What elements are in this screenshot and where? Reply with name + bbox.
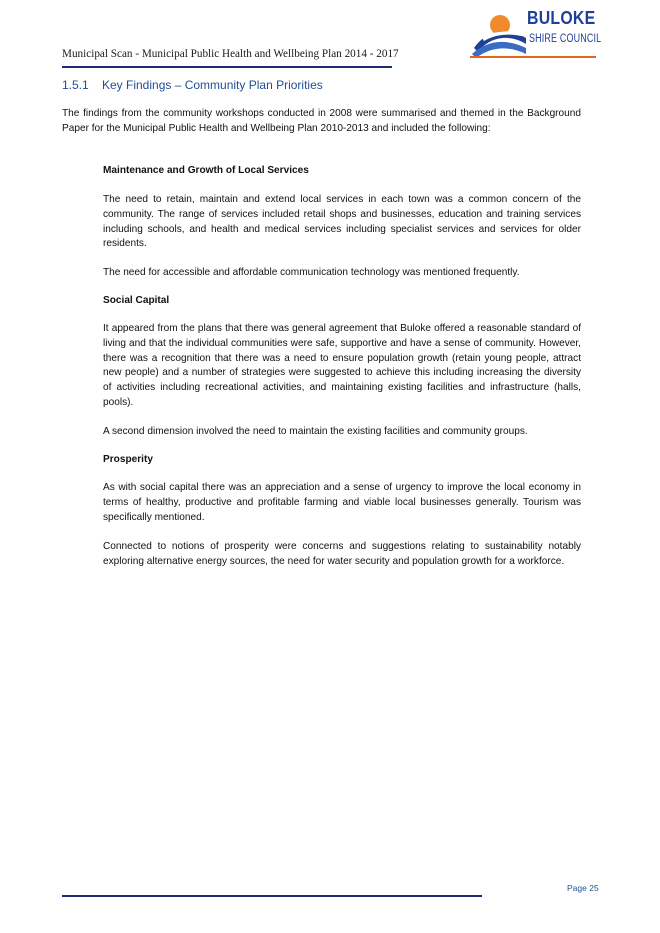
header-rule [62, 66, 392, 68]
subsection-heading-text: Prosperity [103, 454, 153, 465]
paragraph-text: Connected to notions of prosperity were concerns and suggestions relating to sustainability notably exploring alternative energy sources, the need for water security and population growth for a workforce. [103, 541, 581, 567]
subsection-paragraph [103, 481, 581, 525]
section-number: 1.5.1 [62, 78, 89, 92]
header-title: Municipal Scan - Municipal Public Health and Wellbeing Plan 2014 - 2017 [62, 48, 399, 60]
paragraph-text: It appeared from the plans that there was general agreement that Buloke offered a reasonable standard of living and that the individual communities were safe, supportive and have a sense of community. However, there was a recognition that there was a need to ensure population growth (retain young people, attract new people) and a number of strategies were suggested to achieve this including increasing the diversity of activities including recreational activities, and maintaining existing facilities and infrastructure (halls, pools). [103, 323, 581, 408]
page-number: Page 25 [567, 883, 599, 893]
intro-block [62, 107, 581, 137]
section-title: Key Findings – Community Plan Priorities [102, 78, 323, 92]
subsection-heading [103, 453, 581, 468]
paragraph-text: The need to retain, maintain and extend local services in each town was a common concern of the community. The range of services included retail shops and businesses, education and training services including schools, and health and medical services including specialist services and services for older residents. [103, 194, 581, 250]
intro-paragraph: The findings from the community workshops conducted in 2008 were summarised and themed in the Background Paper for the Municipal Public Health and Wellbeing Plan 2010-2013 and included the following: [62, 108, 581, 134]
subsection-heading-text: Maintenance and Growth of Local Services [103, 165, 309, 176]
subsection-paragraph [103, 266, 581, 281]
logo-wordmark: BULOKE [527, 8, 596, 28]
subsection-heading-text: Social Capital [103, 295, 170, 306]
logo-subtitle: SHIRE COUNCIL [529, 33, 602, 45]
subsection-paragraph [103, 425, 581, 440]
paragraph-text: The need for accessible and affordable communication technology was mentioned frequently. [103, 267, 520, 278]
subsection-paragraph [103, 540, 581, 570]
footer-rule [62, 895, 482, 897]
subsection-paragraph [103, 322, 581, 411]
subsection-heading [103, 294, 581, 309]
paragraph-text: As with social capital there was an appreciation and a sense of urgency to improve the local economy in terms of healthy, productive and profitable farming and viable local businesses generally. Tourism was specifically mentioned. [103, 482, 581, 523]
section-heading [62, 78, 323, 92]
subsection-heading [103, 164, 581, 179]
subsection-paragraph [103, 193, 581, 252]
logo-underline [470, 56, 596, 58]
paragraph-text: A second dimension involved the need to maintain the existing facilities and community groups. [103, 426, 528, 437]
